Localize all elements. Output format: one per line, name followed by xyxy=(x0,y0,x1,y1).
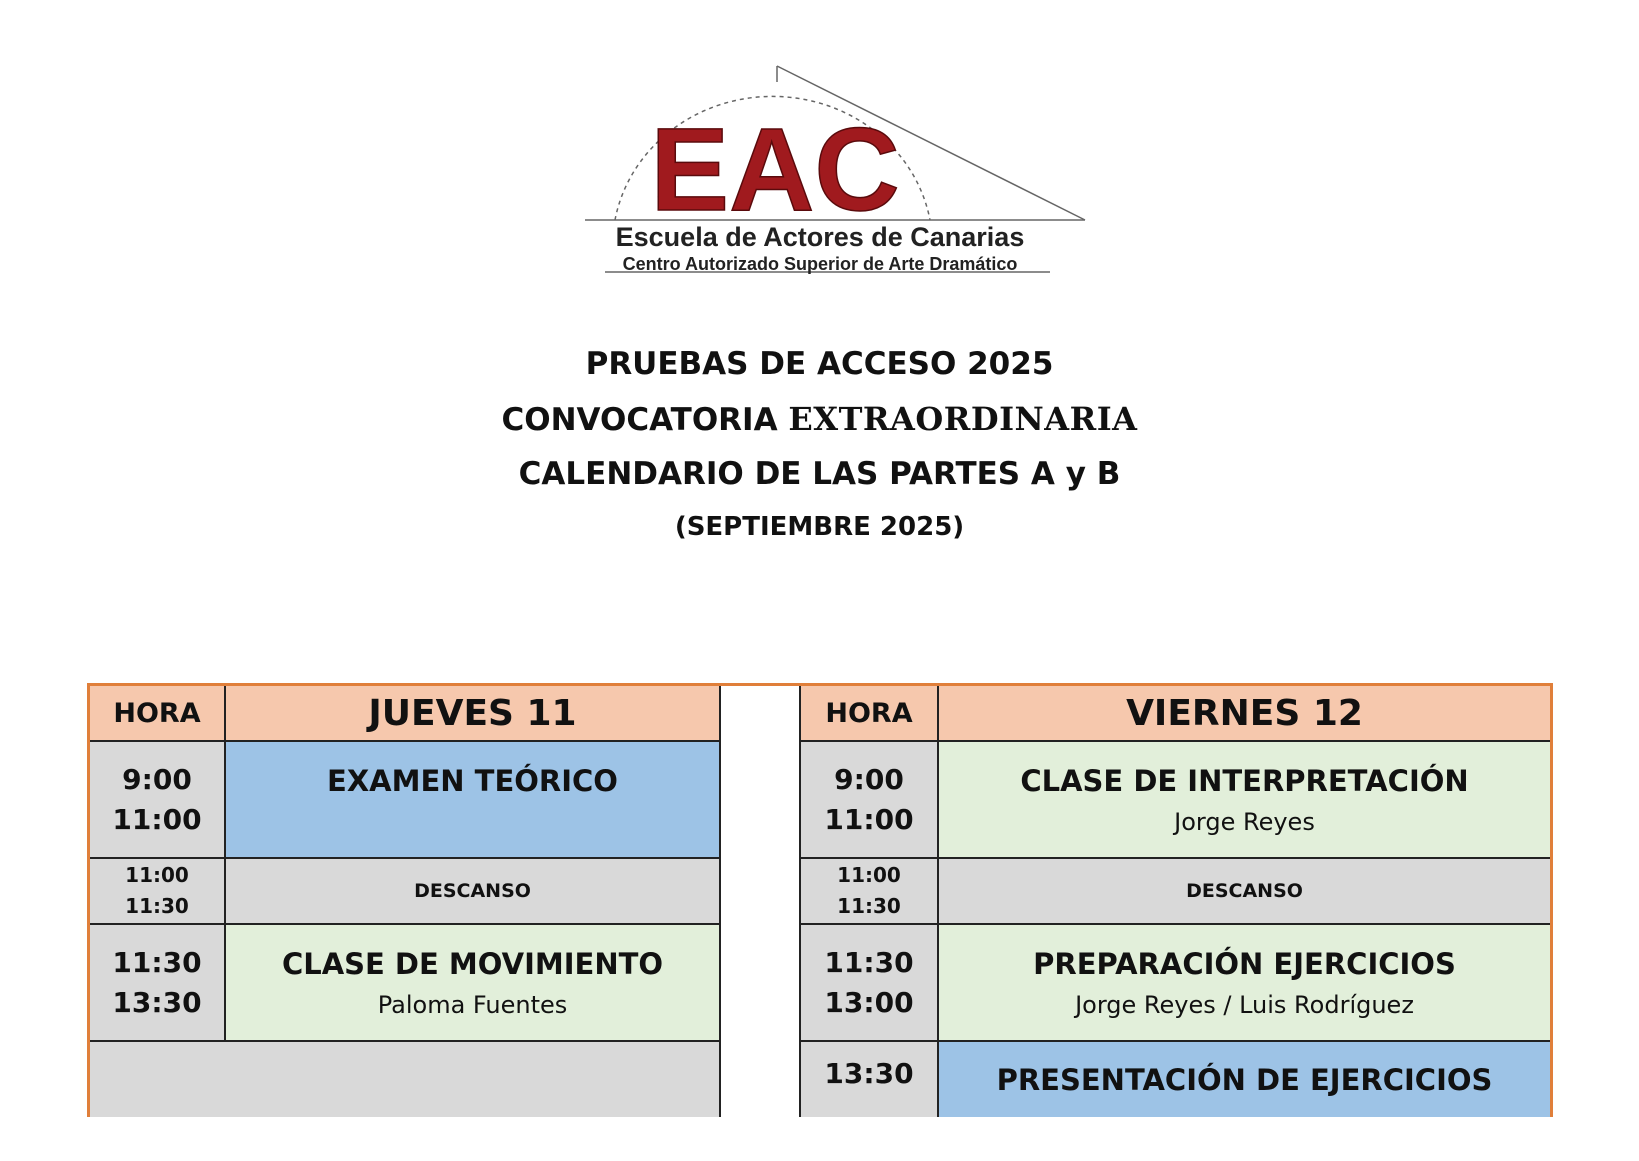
title-line-2b: EXTRAORDINARIA xyxy=(788,400,1138,438)
logo-school-name: Escuela de Actores de Canarias xyxy=(615,222,1025,252)
left-row-4-empty xyxy=(90,1042,721,1117)
title-line-2a: CONVOCATORIA xyxy=(501,402,778,438)
left-row-3-activity: CLASE DE MOVIMIENTO Paloma Fuentes xyxy=(226,925,721,1042)
right-row-4-activity: PRESENTACIÓN DE EJERCICIOS xyxy=(939,1042,1550,1117)
right-row-3-activity: PREPARACIÓN EJERCICIOS Jorge Reyes / Luis Rodríguez xyxy=(939,925,1550,1042)
right-hora-header: HORA xyxy=(801,686,939,742)
right-row-3-time: 11:30 13:00 xyxy=(801,925,939,1042)
right-row-2-activity: DESCANSO xyxy=(939,859,1550,925)
left-hora-header: HORA xyxy=(90,686,226,742)
left-row-2-activity: DESCANSO xyxy=(226,859,721,925)
left-day-header: JUEVES 11 xyxy=(226,686,721,742)
right-row-2-time: 11:00 11:30 xyxy=(801,859,939,925)
right-day-header: VIERNES 12 xyxy=(939,686,1550,742)
left-row-1-activity: EXAMEN TEÓRICO xyxy=(226,742,721,859)
right-row-4-time: 13:30 xyxy=(801,1042,939,1117)
title-line-2 xyxy=(0,400,1639,438)
schedule-table xyxy=(87,683,1553,1117)
logo-mark: EAC xyxy=(650,104,900,236)
spacer-column xyxy=(721,686,801,1117)
logo-subtitle: Centro Autorizado Superior de Arte Dramático xyxy=(622,254,1018,274)
school-logo xyxy=(570,62,1090,282)
title-line-4: (SEPTIEMBRE 2025) xyxy=(674,512,965,542)
left-row-1-time: 9:00 11:00 xyxy=(90,742,226,859)
title-line-3: CALENDARIO DE LAS PARTES A y B xyxy=(518,456,1121,492)
right-row-1-activity: CLASE DE INTERPRETACIÓN Jorge Reyes xyxy=(939,742,1550,859)
title-line-1: PRUEBAS DE ACCESO 2025 xyxy=(585,346,1054,382)
left-row-2-time: 11:00 11:30 xyxy=(90,859,226,925)
left-row-3-time: 11:30 13:30 xyxy=(90,925,226,1042)
right-row-1-time: 9:00 11:00 xyxy=(801,742,939,859)
